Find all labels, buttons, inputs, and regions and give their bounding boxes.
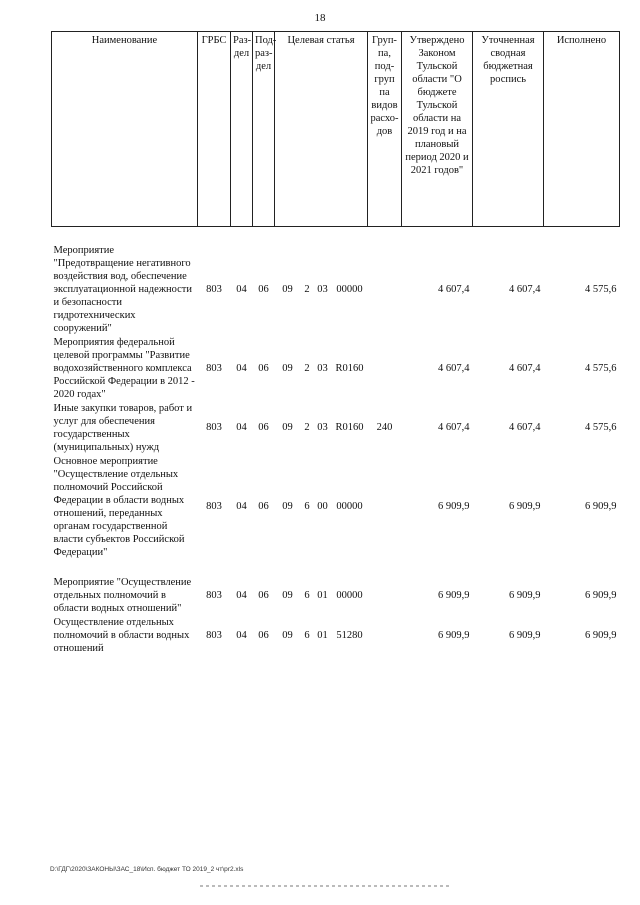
header-ispolneno: Исполнено (544, 32, 620, 227)
header-name: Наименование (52, 32, 198, 227)
spacer-row (52, 227, 620, 244)
footer-file-path: D:\ГДГ\2020\ЗАКОНЫ\ЗАС_18\Исп. бюджет ТО 2019_2 чт\pr2.xls (50, 866, 244, 873)
table-row (52, 243, 620, 335)
row-utverzhdeno: 6 909,9 (438, 501, 470, 512)
row-utochnennaya: 4 607,4 (509, 362, 541, 374)
row-utochnennaya: 6 909,9 (509, 629, 541, 641)
row-utverzhdeno: 6 909,9 (438, 629, 470, 641)
row-utochnennaya: 6 909,9 (509, 501, 541, 512)
row-razdel: 04 (236, 283, 247, 295)
row-name: Основное мероприятие "Осуществление отдельных полномочий Российской Федерации в области водных отношений, переданных органам государственной власти субъектов Российской Федерации" (53, 456, 185, 558)
spacer-row (52, 559, 620, 575)
row-cs-subprogram: 2 (304, 362, 310, 374)
row-grbs: 803 (206, 629, 222, 641)
row-cs-direction: 00000 (336, 589, 363, 601)
row-grbs: 803 (206, 362, 222, 374)
row-utverzhdeno: 4 607,4 (438, 283, 470, 295)
row-cs-subprogram: 6 (304, 589, 310, 601)
row-cs-subprogram: 2 (304, 283, 310, 295)
header-celevaya-statya: Целевая статья (275, 32, 368, 227)
row-razdel: 04 (236, 501, 247, 512)
header-utochnennaya: Уточненная сводная бюджетная роспись (473, 32, 544, 227)
row-razdel: 04 (236, 422, 247, 433)
table-row (52, 615, 620, 655)
row-cs-program: 09 (282, 362, 293, 374)
row-vr (368, 335, 402, 401)
row-name: Осуществление отдельных полномочий в области водных отношений (53, 617, 190, 654)
row-grbs: 803 (206, 501, 222, 512)
row-razdel: 04 (236, 362, 247, 374)
row-cs-event: 03 (317, 362, 328, 374)
row-cs-subprogram: 6 (304, 629, 310, 641)
row-utochnennaya: 4 607,4 (509, 283, 541, 295)
row-cs-program: 09 (282, 283, 293, 295)
row-cs-direction: R0160 (335, 422, 364, 433)
row-podrazdel: 06 (258, 422, 269, 433)
row-cs-direction: 00000 (336, 501, 363, 512)
page-number: 18 (314, 12, 326, 24)
row-utverzhdeno: 4 607,4 (438, 422, 470, 433)
row-name: Мероприятие "Предотвращение негативного воздействия вод, обеспечение эксплуатационной надежности и безопасности гидротехнических сооружений" (53, 245, 192, 334)
row-ispolneno: 6 909,9 (585, 501, 617, 512)
row-vr (368, 243, 402, 335)
row-cs-direction: R0160 (335, 362, 364, 374)
row-name: Иные закупки товаров, работ и услуг для обеспечения государственных (муниципальных) нужд (53, 403, 193, 453)
row-cs-program: 09 (282, 589, 293, 601)
row-podrazdel: 06 (258, 629, 269, 641)
row-ispolneno: 4 575,6 (585, 283, 617, 295)
row-grbs: 803 (206, 589, 222, 601)
header-utverzhdeno: Утверждено Законом Тульской области "О бюджете Тульской области на 2019 год и на плановый период 2020 и 2021 годов" (402, 32, 473, 227)
row-cs-program: 09 (282, 422, 293, 433)
row-vr (368, 575, 402, 615)
row-podrazdel: 06 (258, 283, 269, 295)
row-ispolneno: 6 909,9 (585, 589, 617, 601)
row-cs-event: 03 (317, 283, 328, 295)
row-utochnennaya: 6 909,9 (509, 589, 541, 601)
row-name: Мероприятие "Осуществление отдельных полномочий в области водных отношений" (53, 577, 192, 614)
row-podrazdel: 06 (258, 362, 269, 374)
row-razdel: 04 (236, 589, 247, 601)
row-cs-subprogram: 6 (304, 501, 310, 512)
row-ispolneno: 4 575,6 (585, 362, 617, 374)
table-row (52, 335, 620, 401)
row-podrazdel: 06 (258, 501, 269, 512)
row-utverzhdeno: 6 909,9 (438, 589, 470, 601)
row-cs-event: 01 (317, 589, 328, 601)
row-utverzhdeno: 4 607,4 (438, 362, 470, 374)
row-vr (368, 454, 402, 559)
table-header-row (52, 32, 620, 227)
row-razdel: 04 (236, 629, 247, 641)
spacer-cell (52, 559, 620, 575)
row-podrazdel: 06 (258, 589, 269, 601)
row-cs-event: 03 (317, 422, 328, 433)
spacer-cell (52, 227, 620, 244)
table-row (52, 454, 620, 559)
row-ispolneno: 6 909,9 (585, 629, 617, 641)
row-ispolneno: 4 575,6 (585, 422, 617, 433)
budget-table (51, 31, 620, 655)
row-cs-subprogram: 2 (304, 422, 310, 433)
header-podrazdel: Под-раз-дел (253, 32, 275, 227)
row-grbs: 803 (206, 422, 222, 433)
row-cs-direction: 51280 (336, 629, 363, 641)
row-cs-event: 01 (317, 629, 328, 641)
header-grbs: ГРБС (198, 32, 231, 227)
row-cs-program: 09 (282, 501, 293, 512)
table-row (52, 575, 620, 615)
table-row (52, 401, 620, 454)
row-cs-program: 09 (282, 629, 293, 641)
row-cs-event: 00 (317, 501, 328, 512)
row-cs-direction: 00000 (336, 283, 363, 295)
header-gruppa: Груп-па, под-груп па видов расхо-дов (368, 32, 402, 227)
row-vr (368, 615, 402, 655)
row-vr: 240 (376, 422, 393, 433)
row-name: Мероприятия федеральной целевой программы "Развитие водохозяйственного комплекса Российской Федерации в 2012 - 2020 годах" (53, 337, 195, 400)
scan-artifact (200, 885, 450, 887)
row-grbs: 803 (206, 283, 222, 295)
row-utochnennaya: 4 607,4 (509, 422, 541, 433)
header-razdel: Раз-дел (231, 32, 253, 227)
